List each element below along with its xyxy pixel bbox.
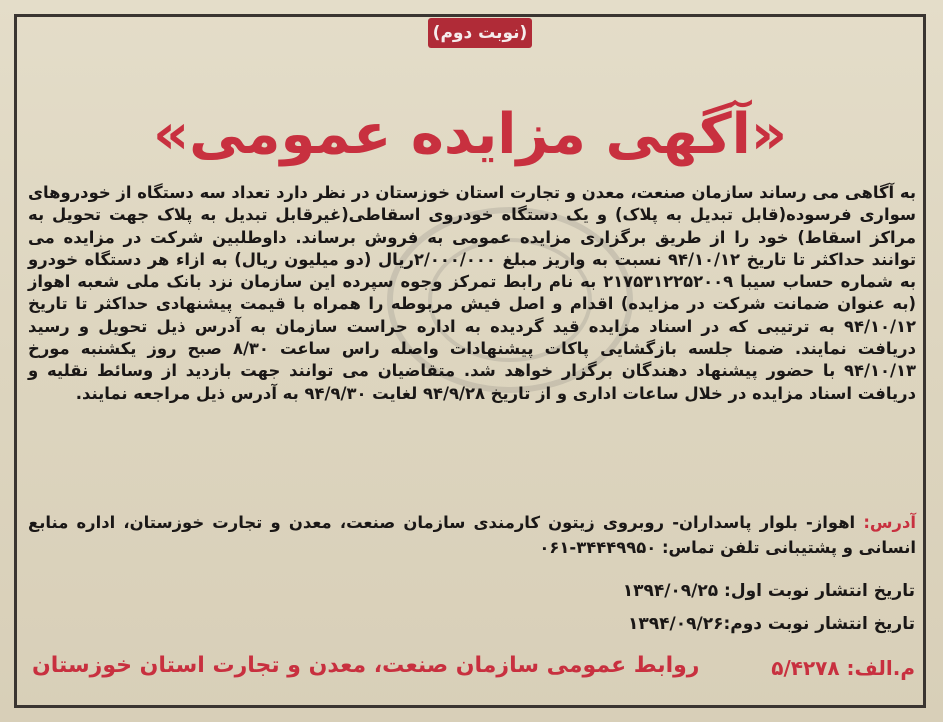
notice-code: م.الف: ۵/۴۲۷۸ [771,656,915,680]
address-text: اهواز- بلوار پاسداران- روبروی زیتون کارمندی سازمان صنعت، معدن و تجارت خوزستان، اداره منابع انسانی و پشتیبانی تلفن تماس: ۳۴۴۴۹۹۵۰-۰۶۱ [28,513,916,557]
address-label: آدرس: [863,513,916,532]
address-block [28,510,916,560]
round-tag: (نوبت دوم) [428,18,532,48]
publish-date-first: تاریخ انتشار نوبت اول: ۱۳۹۴/۰۹/۲۵ [622,581,915,601]
publish-date-second: تاریخ انتشار نوبت دوم:۱۳۹۴/۰۹/۲۶ [628,614,915,634]
issuing-organization: روابط عمومی سازمان صنعت، معدن و تجارت استان خوزستان [32,653,700,678]
notice-body: به آگاهی می رساند سازمان صنعت، معدن و تجارت استان خوزستان در نظر دارد تعداد سه دستگاه از خودروهای سواری فرسوده(قابل تبدیل به پلاک) و یک دستگاه خودروی اسقاطی(غیرقابل تبدیل به پلاک جهت تحویل به مراکز اسقاط) خود را از طریق برگزاری مزایده عمومی به فروش برساند. داوطلبین شرکت در مزایده می توانند حداکثر تا تاریخ ۹۴/۱۰/۱۲ نسبت به واریز مبلغ ۲/۰۰۰/۰۰۰ریال (دو میلیون ریال) به ازاء هر دستگاه خودرو به شماره حساب سیبا ۲۱۷۵۳۱۲۲۵۲۰۰۹ به نام رابط تمرکز وجوه سپرده این سازمان نزد بانک ملی شعبه اهواز (به عنوان ضمانت شرکت در مزایده) اقدام و اصل فیش مربوطه را همراه با قیمت پیشنهادی حداکثر تا تاریخ ۹۴/۱۰/۱۲ به ترتیبی که در اسناد مزایده قید گردیده به اداره حراست سازمان به آدرس ذیل تحویل و رسید دریافت نمایند. ضمنا جلسه بازگشایی پاکات پیشنهادات واصله راس ساعت ۸/۳۰ صبح روز یکشنبه مورخ ۹۴/۱۰/۱۳ با حضور پیشنهاد دهندگان برگزار خواهد شد. متقاضیان می توانند جهت بازدید از وسائط نقلیه و دریافت اسناد مزایده در خلال ساعات اداری و از تاریخ ۹۴/۹/۲۸ لغایت ۹۴/۹/۳۰ به آدرس ذیل مراجعه نمایند. [28,183,916,403]
notice-headline: «آگهی مزایده عمومی» [152,102,788,167]
